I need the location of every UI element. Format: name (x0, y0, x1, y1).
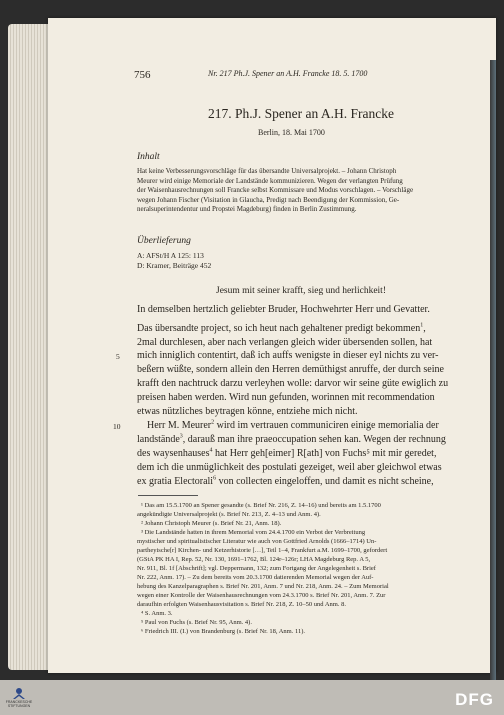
body-line: dem ich die unmüglichkeit des postulati gezeiget, weil aber gleichwol etwas (137, 462, 442, 473)
body-line: preisen haben werden. Wird nun gefunden, worinnen mit recommendation (137, 392, 435, 403)
line-number: 10 (113, 422, 121, 431)
body-line: Das übersandte project, so ich heut nach gehaltener predigt bekommen$^1$, (137, 322, 426, 334)
running-head: Nr. 217 Ph.J. Spener an A.H. Francke 18. 5. 1700 (208, 69, 368, 78)
place-date: Berlin, 18. Mai 1700 (258, 128, 325, 137)
footnote-rule (138, 495, 198, 496)
inhalt-line: Hat keine Verbesserungsvorschläge für das übersandte Universalprojekt. – Johann Christoph (137, 167, 397, 175)
inhalt-line: Meurer wird einige Memoriale der Landstände kommunizieren. Wegen der verlangten Prüfung (137, 176, 403, 185)
footnote-line: ⁴ S. Anm. 3. (141, 610, 173, 617)
page-number: 756 (134, 69, 151, 81)
motto: Jesum mit seiner krafft, sieg und herlichkeit! (216, 286, 386, 296)
letter-title: 217. Ph.J. Spener an A.H. Francke (208, 106, 394, 121)
footnote-line: angekündigte Universalprojekt (s. Brief Nr. 213, Z. 4–13 und Anm. 4). (137, 511, 321, 518)
footnote-line: wegen einer Kontrolle der Waisenhausrechnungen vom 24.3.1700 s. Brief Nr. 201, Anm. 7. Zur (137, 592, 386, 599)
body-line: des waysenhauses$^4$ hat Herr geh[eimer] R[ath] von Fuchs⁵ mit mir geredet, (137, 447, 437, 459)
inhalt-line: neralsuperintendentur und Propstei Magdeburg) finden in Berlin Zustimmung. (137, 205, 357, 213)
body-line: etwas nützliches beytragen könne, entziehe mich nicht. (137, 406, 358, 417)
footnote-line: ⁶ Friedrich III. (I.) von Brandenburg (s. Brief Nr. 18, Anm. 11). (141, 628, 306, 635)
salutation: In demselben hertzlich geliebter Bruder, Hochwehrter Herr und Gevatter. (137, 304, 430, 315)
inhalt-line: wegen Johann Fischer (Visitation in Glaucha, Predigt nach Beendigung der Kommission, Ge- (137, 195, 400, 204)
body-line: beßern wüßte, sondern allein den Herren demüthigst anruffe, der durch seine (137, 364, 444, 375)
footnote-line: Nr. 222, Anm. 17). – Zu dem bereits vom 20.3.1700 datierenden Memorial wegen der Auf- (137, 574, 374, 581)
library-logo-text: FRANCKESCHE STIFTUNGEN (5, 700, 33, 708)
footnote-line: hebung des Kanzelparagraphen s. Brief Nr. 201, Anm. 7 und Nr. 218, Anm. 24. – Zum Memorial (137, 583, 389, 590)
body-line: Herr M. Meurer$^2$ wird im vertrauen communiciren einige memorialia der (147, 419, 439, 431)
footnote-line: ⁵ Paul von Fuchs (s. Brief Nr. 95, Anm. 4). (141, 619, 252, 626)
inhalt-line: der Waisenhausrechnungen soll Francke selbst Kommissare und Modus vorschlagen. – Vorschläge (137, 186, 414, 194)
inhalt-heading: Inhalt (137, 152, 160, 162)
footnote-line: ³ Die Landstände hatten in ihrem Memorial vom 24.4.1700 ein Verbot der Verbreitung (141, 529, 366, 536)
page-edge-strip (490, 60, 496, 680)
body-line: mich inniglich contentirt, daß ich auffs wenigste in dieser eyl nichts zu ver- (137, 350, 439, 361)
footnote-line: Nr. 911, Bl. 1f [Abschrift]; vgl. Deppermann, 132; zum Fortgang der Angelegenheit s. Brief (137, 565, 376, 572)
footnote-line: daraufhin erfolgten Waisenhausvisitation s. Brief Nr. 218, Z. 10–50 und Anm. 8. (137, 601, 346, 608)
footnote-line: partheyische[r] Kirchen- und Ketzerhistorie […], Teil 1–4, Frankfurt a.M. 1699–1700, gefordert (137, 547, 388, 554)
body-line: 2mal durchlesen, aber nach verlangen gleich wider übersenden sollen, hat (137, 337, 433, 348)
dfg-logo: DFG (455, 690, 494, 709)
footnote-line: ² Johann Christoph Meurer (s. Brief Nr. 21, Anm. 18). (141, 520, 282, 527)
body-line: landstände$^3$, darauß man ihre praeoccupation sehen kan. Wegen der rechnung (137, 433, 446, 445)
library-logo-icon (4, 683, 34, 713)
body-line: krafft den nachtruck darzu verleyhen wolle: darvor wir seine güte ewiglich zu (137, 378, 449, 389)
body-line: ex gratia Electorali$^6$ von collecten eingeloffen, und damit es nicht scheine, (137, 475, 434, 487)
footnote-line: ¹ Das am 15.5.1700 an Spener gesandte (s. Brief Nr. 216, Z. 14–16) und bereits am 1.5.1700 (141, 502, 381, 509)
ueberlieferung-heading: Überlieferung (137, 236, 191, 246)
line-number: 5 (116, 352, 120, 361)
footer-bar (0, 680, 504, 715)
ueberlieferung-line: D: Kramer, Beiträge 452 (137, 261, 212, 270)
footnote-line: mystischer und spiritualistischer Literatur wie auch von Gottfried Arnolds (1666–1714) Un- (137, 538, 377, 545)
footnote-line: (GStA PK HA I, Rep. 52, Nr. 130, 1691–1762, Bl. 124r–126r; LHA Magdeburg Rep. A 5, (137, 556, 371, 563)
ueberlieferung-line: A: AFSt/H A 125: 113 (137, 251, 204, 260)
